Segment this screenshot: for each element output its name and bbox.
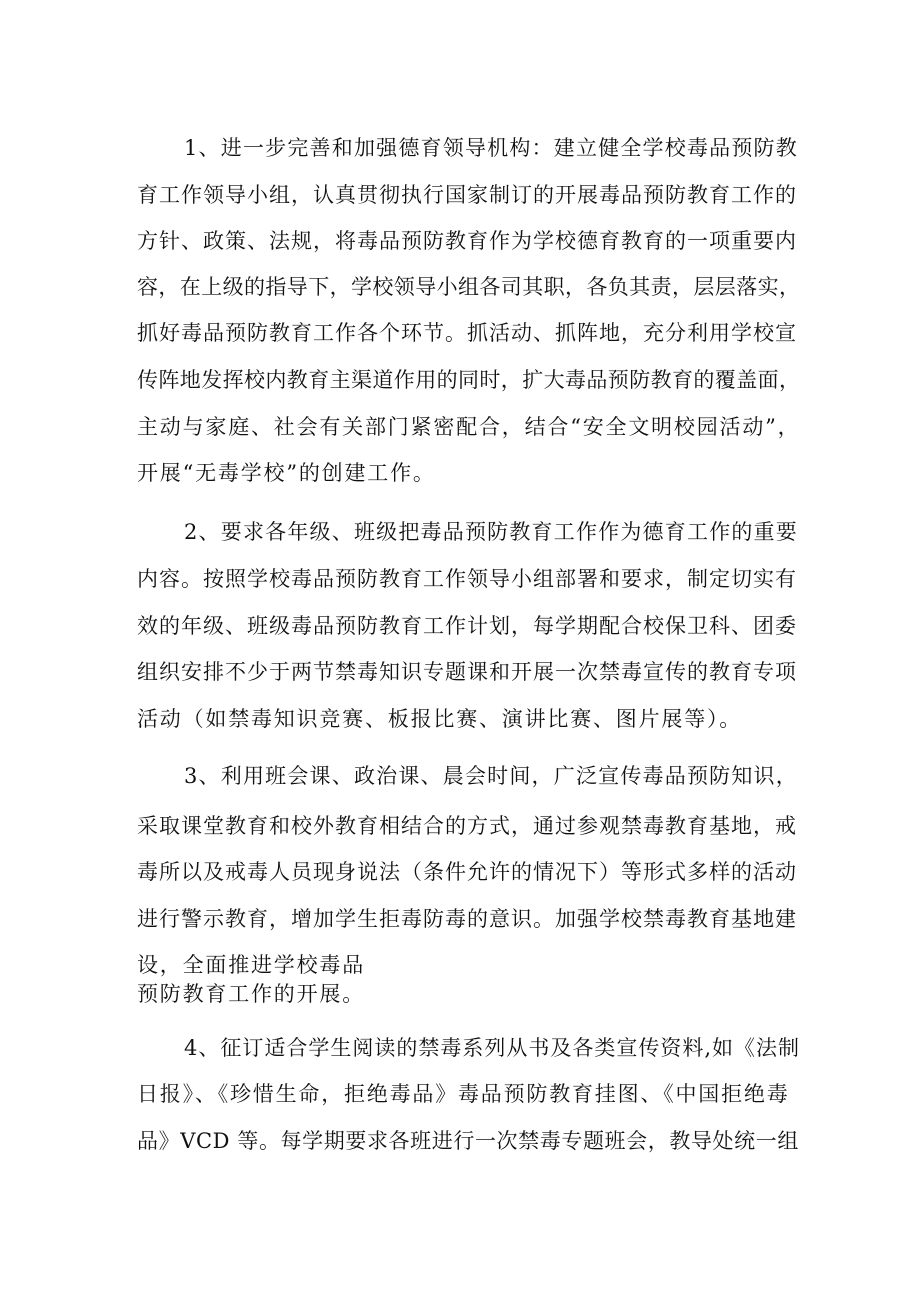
- text-line: 效的年级、班级毒品预防教育工作计划，每学期配合校保卫科、团委: [137, 614, 797, 638]
- text-line: 育工作领导小组，认真贯彻执行国家制订的开展毒品预防教育工作的: [137, 183, 797, 207]
- text-line: 组织安排不少于两节禁毒知识专题课和开展一次禁毒宣传的教育专项: [137, 660, 797, 684]
- text-line: 3、利用班会课、政治课、晨会时间，广泛宣传毒品预防知识，: [184, 764, 798, 788]
- text-line: 预防教育工作的开展。: [137, 982, 365, 1006]
- text-line: 2、要求各年级、班级把毒品预防教育工作作为德育工作的重要: [184, 520, 798, 544]
- text-line: 容，在上级的指导下，学校领导小组各司其职，各负其责，层层落实，: [137, 275, 801, 299]
- text-line: 1、进一步完善和加强德育领导机构：建立健全学校毒品预防教: [184, 136, 798, 160]
- text-line: 进行警示教育，增加学生拒毒防毒的意识。加强学校禁毒教育基地建: [137, 907, 797, 931]
- text-line: 采取课堂教育和校外教育相结合的方式，通过参观禁毒教育基地，戒: [137, 814, 797, 838]
- text-line: 开展“无毒学校”的创建工作。: [137, 461, 436, 485]
- text-line: 主动与家庭、社会有关部门紧密配合，结合“安全文明校园活动”，: [137, 415, 801, 439]
- text-line: 4、征订适合学生阅读的禁毒系列从书及各类宣传资料,如《法制: [184, 1036, 801, 1060]
- text-line: 内容。按照学校毒品预防教育工作领导小组部署和要求，制定切实有: [137, 567, 797, 591]
- text-line: 抓好毒品预防教育工作各个环节。抓活动、抓阵地，充分利用学校宣: [137, 321, 797, 345]
- text-line: 方针、政策、法规，将毒品预防教育作为学校德育教育的一项重要内: [137, 229, 797, 253]
- text-line: 日报》、《珍惜生命，拒绝毒品》毒品预防教育挂图、《中国拒绝毒: [137, 1082, 790, 1106]
- text-line: 品》VCD 等。每学期要求各班进行一次禁毒专题班会，教导处统一组: [137, 1129, 799, 1153]
- text-line: 传阵地发挥校内教育主渠道作用的同时，扩大毒品预防教育的覆盖面，: [137, 368, 801, 392]
- text-line: 活动（如禁毒知识竞赛、板报比赛、演讲比赛、图片展等）。: [137, 707, 743, 731]
- text-line: 毒所以及戒毒人员现身说法（条件允许的情况下）等形式多样的活动: [137, 860, 797, 884]
- text-line: 设，全面推进学校毒品: [137, 953, 365, 977]
